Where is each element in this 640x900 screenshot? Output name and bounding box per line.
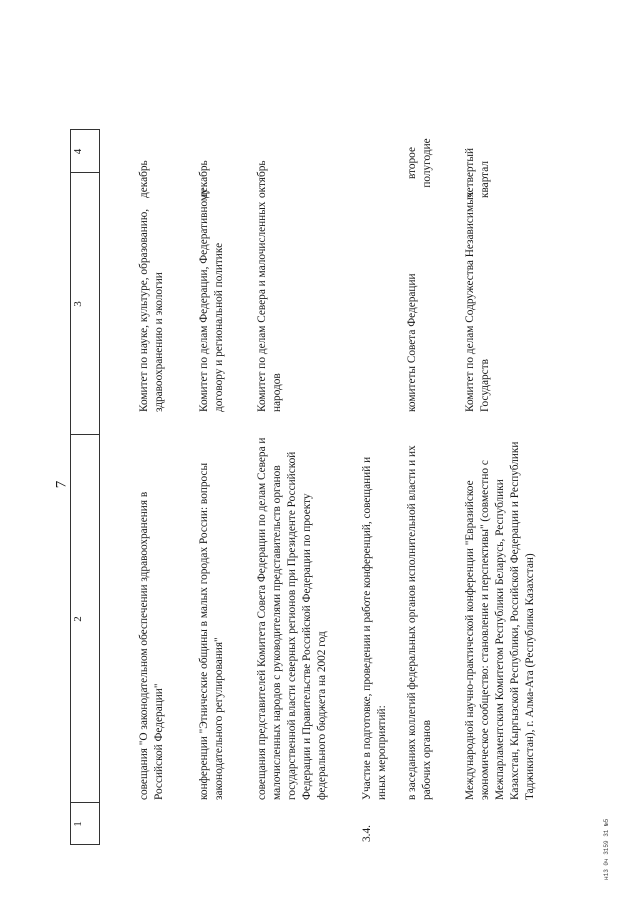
column-header-1: 1 [72, 821, 84, 827]
row-responsible: Комитет по науке, культуре, образованию, здравоохранению и экологии [138, 208, 165, 412]
column-header-4: 4 [72, 148, 84, 155]
row-responsible: комитеты Совета Федерации [406, 273, 418, 412]
footer-code: н13 0ч 3159 31 №5 [603, 818, 610, 880]
page-number: 7 [53, 480, 70, 489]
column-header-2: 2 [72, 616, 84, 622]
section-heading: Участие в подготовке, проведении и работе конференций, совещаний и иных мероприятий: [361, 456, 388, 800]
row-event: в заседаниях коллегий федеральных органов исполнительной власти и их рабочих органов [406, 445, 433, 800]
row-responsible: Комитет по делам Севера и малочисленных народов [256, 201, 283, 412]
row-term: декабрь [138, 160, 150, 198]
table-top-border [70, 130, 71, 845]
row-number: 3.4. [361, 825, 373, 842]
row-responsible: Комитет по делам Федерации, Федеративному договору и региональной политике [198, 188, 225, 412]
rotated-page [0, 90, 640, 900]
row-responsible: Комитет по делам Содружества Независимых Государств [464, 191, 491, 412]
row-event: конференции "Этнические общины в малых городах России: вопросы законодательного регулирования" [198, 462, 225, 800]
header-bottom-border [99, 130, 100, 845]
row-term: декабрь [198, 160, 210, 198]
row-term: второе полугодие [406, 138, 433, 188]
column-header-3: 3 [72, 301, 84, 307]
row-event: совещания представителей Комитета Совета Федерации по делам Севера и малочисленных народов с руководителями представительств органов государственной власти северных регионов при Президенте Российской Федерации и Правительстве Российской Федерации по проекту федерального бюджета на 2002 год [256, 437, 328, 800]
row-term: четвертый квартал [464, 148, 491, 198]
row-term: октябрь [256, 160, 268, 198]
row-event: совещания "О законодательном обеспечении здравоохранения в Российской Федерации" [138, 491, 165, 800]
row-event: Международной научно-практической конференции "Евразийское экономическое сообщество: становление и перспективы" (совместно с Межпарламентским Комитетом Республики Беларусь, Республики Казахстан, Кыргызской Республики, Российской Федерации и Республики Таджикистан), г. Алма-Ата (Республика Казахстан) [464, 441, 536, 800]
